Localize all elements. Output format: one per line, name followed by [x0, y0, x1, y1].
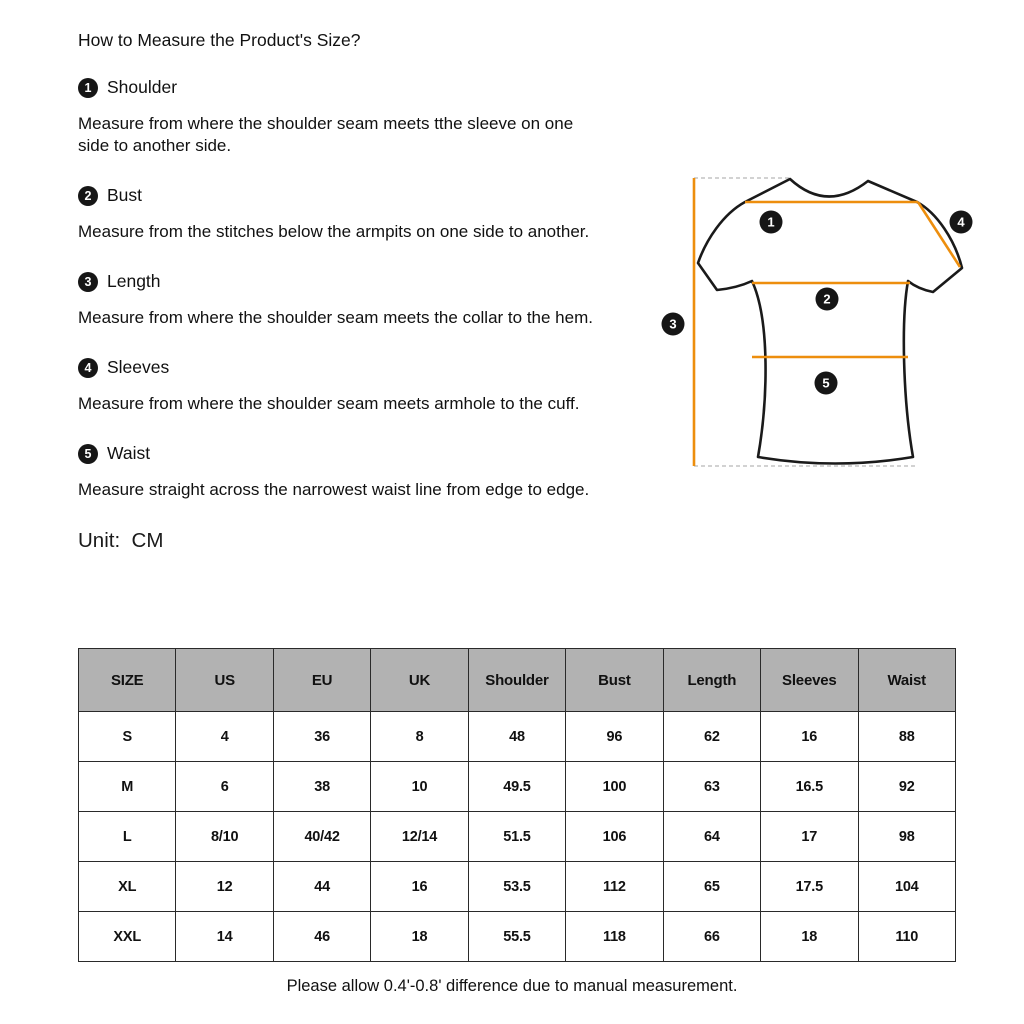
- instruction-label: Length: [107, 271, 161, 291]
- header-cell-size: SIZE: [79, 649, 176, 712]
- table-row-s: [79, 712, 956, 762]
- instruction-label: Sleeves: [107, 357, 170, 377]
- tshirt-outline: [698, 179, 962, 464]
- table-row-l: [79, 812, 956, 862]
- cell: 17.5: [761, 862, 858, 912]
- cell: 65: [663, 862, 760, 912]
- cell: 110: [858, 912, 956, 962]
- cell: 17: [761, 812, 858, 862]
- cell: 10: [371, 762, 468, 812]
- header-cell-eu: EU: [273, 649, 370, 712]
- cell: 96: [566, 712, 663, 762]
- cell: S: [79, 712, 176, 762]
- cell: M: [79, 762, 176, 812]
- cell: 106: [566, 812, 663, 862]
- cell: 38: [273, 762, 370, 812]
- cell: XL: [79, 862, 176, 912]
- cell: 51.5: [468, 812, 565, 862]
- cell: 100: [566, 762, 663, 812]
- diagram-marker-4: [950, 211, 973, 234]
- instruction-description: Measure straight across the narrowest waist line from edge to edge.: [78, 480, 590, 499]
- number-badge-1: 1: [78, 78, 98, 98]
- size-chart-table: [78, 648, 956, 962]
- cell: 62: [663, 712, 760, 762]
- diagram-marker-2: [816, 288, 839, 311]
- cell: 16: [371, 862, 468, 912]
- size-diagram: [640, 150, 1024, 490]
- cell: 18: [761, 912, 858, 962]
- instruction-label: Bust: [107, 185, 143, 205]
- table-row-xl: [79, 862, 956, 912]
- marker-number: 4: [957, 214, 965, 230]
- instructions-column: [78, 30, 623, 553]
- tshirt-measurement-svg: [640, 150, 1024, 490]
- cell: 16.5: [761, 762, 858, 812]
- header-cell-us: US: [176, 649, 273, 712]
- number-badge-3: 3: [78, 272, 98, 292]
- cell: 4: [176, 712, 273, 762]
- number-badge-4: 4: [78, 358, 98, 378]
- header-cell-waist: Waist: [858, 649, 956, 712]
- cell: 92: [858, 762, 956, 812]
- cell: 46: [273, 912, 370, 962]
- marker-number: 3: [669, 316, 677, 332]
- cell: L: [79, 812, 176, 862]
- cell: 48: [468, 712, 565, 762]
- unit-label: Unit: CM: [78, 529, 164, 552]
- cell: 66: [663, 912, 760, 962]
- header-cell-bust: Bust: [566, 649, 663, 712]
- page-title: How to Measure the Product's Size?: [78, 30, 361, 50]
- cell: 98: [858, 812, 956, 862]
- cell: 36: [273, 712, 370, 762]
- instruction-label: Waist: [107, 443, 151, 463]
- cell: 55.5: [468, 912, 565, 962]
- footer-note: Please allow 0.4'-0.8' difference due to manual measurement.: [286, 977, 738, 995]
- cell: 53.5: [468, 862, 565, 912]
- header-cell-sleeves: Sleeves: [761, 649, 858, 712]
- diagram-marker-1: [760, 211, 783, 234]
- cell: 18: [371, 912, 468, 962]
- cell: 44: [273, 862, 370, 912]
- marker-number: 5: [822, 375, 830, 391]
- cell: 40/42: [273, 812, 370, 862]
- instruction-description: Measure from where the shoulder seam meets tthe sleeve on one side to another side.: [78, 114, 574, 155]
- number-badge-5: 5: [78, 444, 98, 464]
- header-cell-uk: UK: [371, 649, 468, 712]
- instruction-heading-sleeves: [78, 357, 623, 378]
- instruction-heading-length: [78, 271, 623, 292]
- instruction-heading-bust: [78, 185, 623, 206]
- cell: 8/10: [176, 812, 273, 862]
- instruction-description: Measure from where the shoulder seam meets the collar to the hem.: [78, 308, 593, 327]
- instruction-description: Measure from where the shoulder seam meets armhole to the cuff.: [78, 394, 580, 413]
- table-row-xxl: [79, 912, 956, 962]
- instruction-description: Measure from the stitches below the armpits on one side to another.: [78, 222, 590, 241]
- instruction-heading-shoulder: [78, 77, 623, 98]
- header-cell-shoulder: Shoulder: [468, 649, 565, 712]
- cell: 14: [176, 912, 273, 962]
- table-row-m: [79, 762, 956, 812]
- instruction-heading-waist: [78, 443, 623, 464]
- cell: 12: [176, 862, 273, 912]
- cell: 8: [371, 712, 468, 762]
- cell: 12/14: [371, 812, 468, 862]
- diagram-marker-3: [662, 313, 685, 336]
- cell: 6: [176, 762, 273, 812]
- marker-number: 1: [767, 214, 775, 230]
- cell: 16: [761, 712, 858, 762]
- cell: 104: [858, 862, 956, 912]
- cell: 64: [663, 812, 760, 862]
- instruction-label: Shoulder: [107, 77, 178, 97]
- cell: 49.5: [468, 762, 565, 812]
- cell: 88: [858, 712, 956, 762]
- marker-number: 2: [823, 291, 831, 307]
- cell: 118: [566, 912, 663, 962]
- cell: 112: [566, 862, 663, 912]
- number-badge-2: 2: [78, 186, 98, 206]
- header-cell-length: Length: [663, 649, 760, 712]
- size-chart-header-row: [79, 649, 956, 712]
- cell: 63: [663, 762, 760, 812]
- cell: XXL: [79, 912, 176, 962]
- diagram-marker-5: [815, 372, 838, 395]
